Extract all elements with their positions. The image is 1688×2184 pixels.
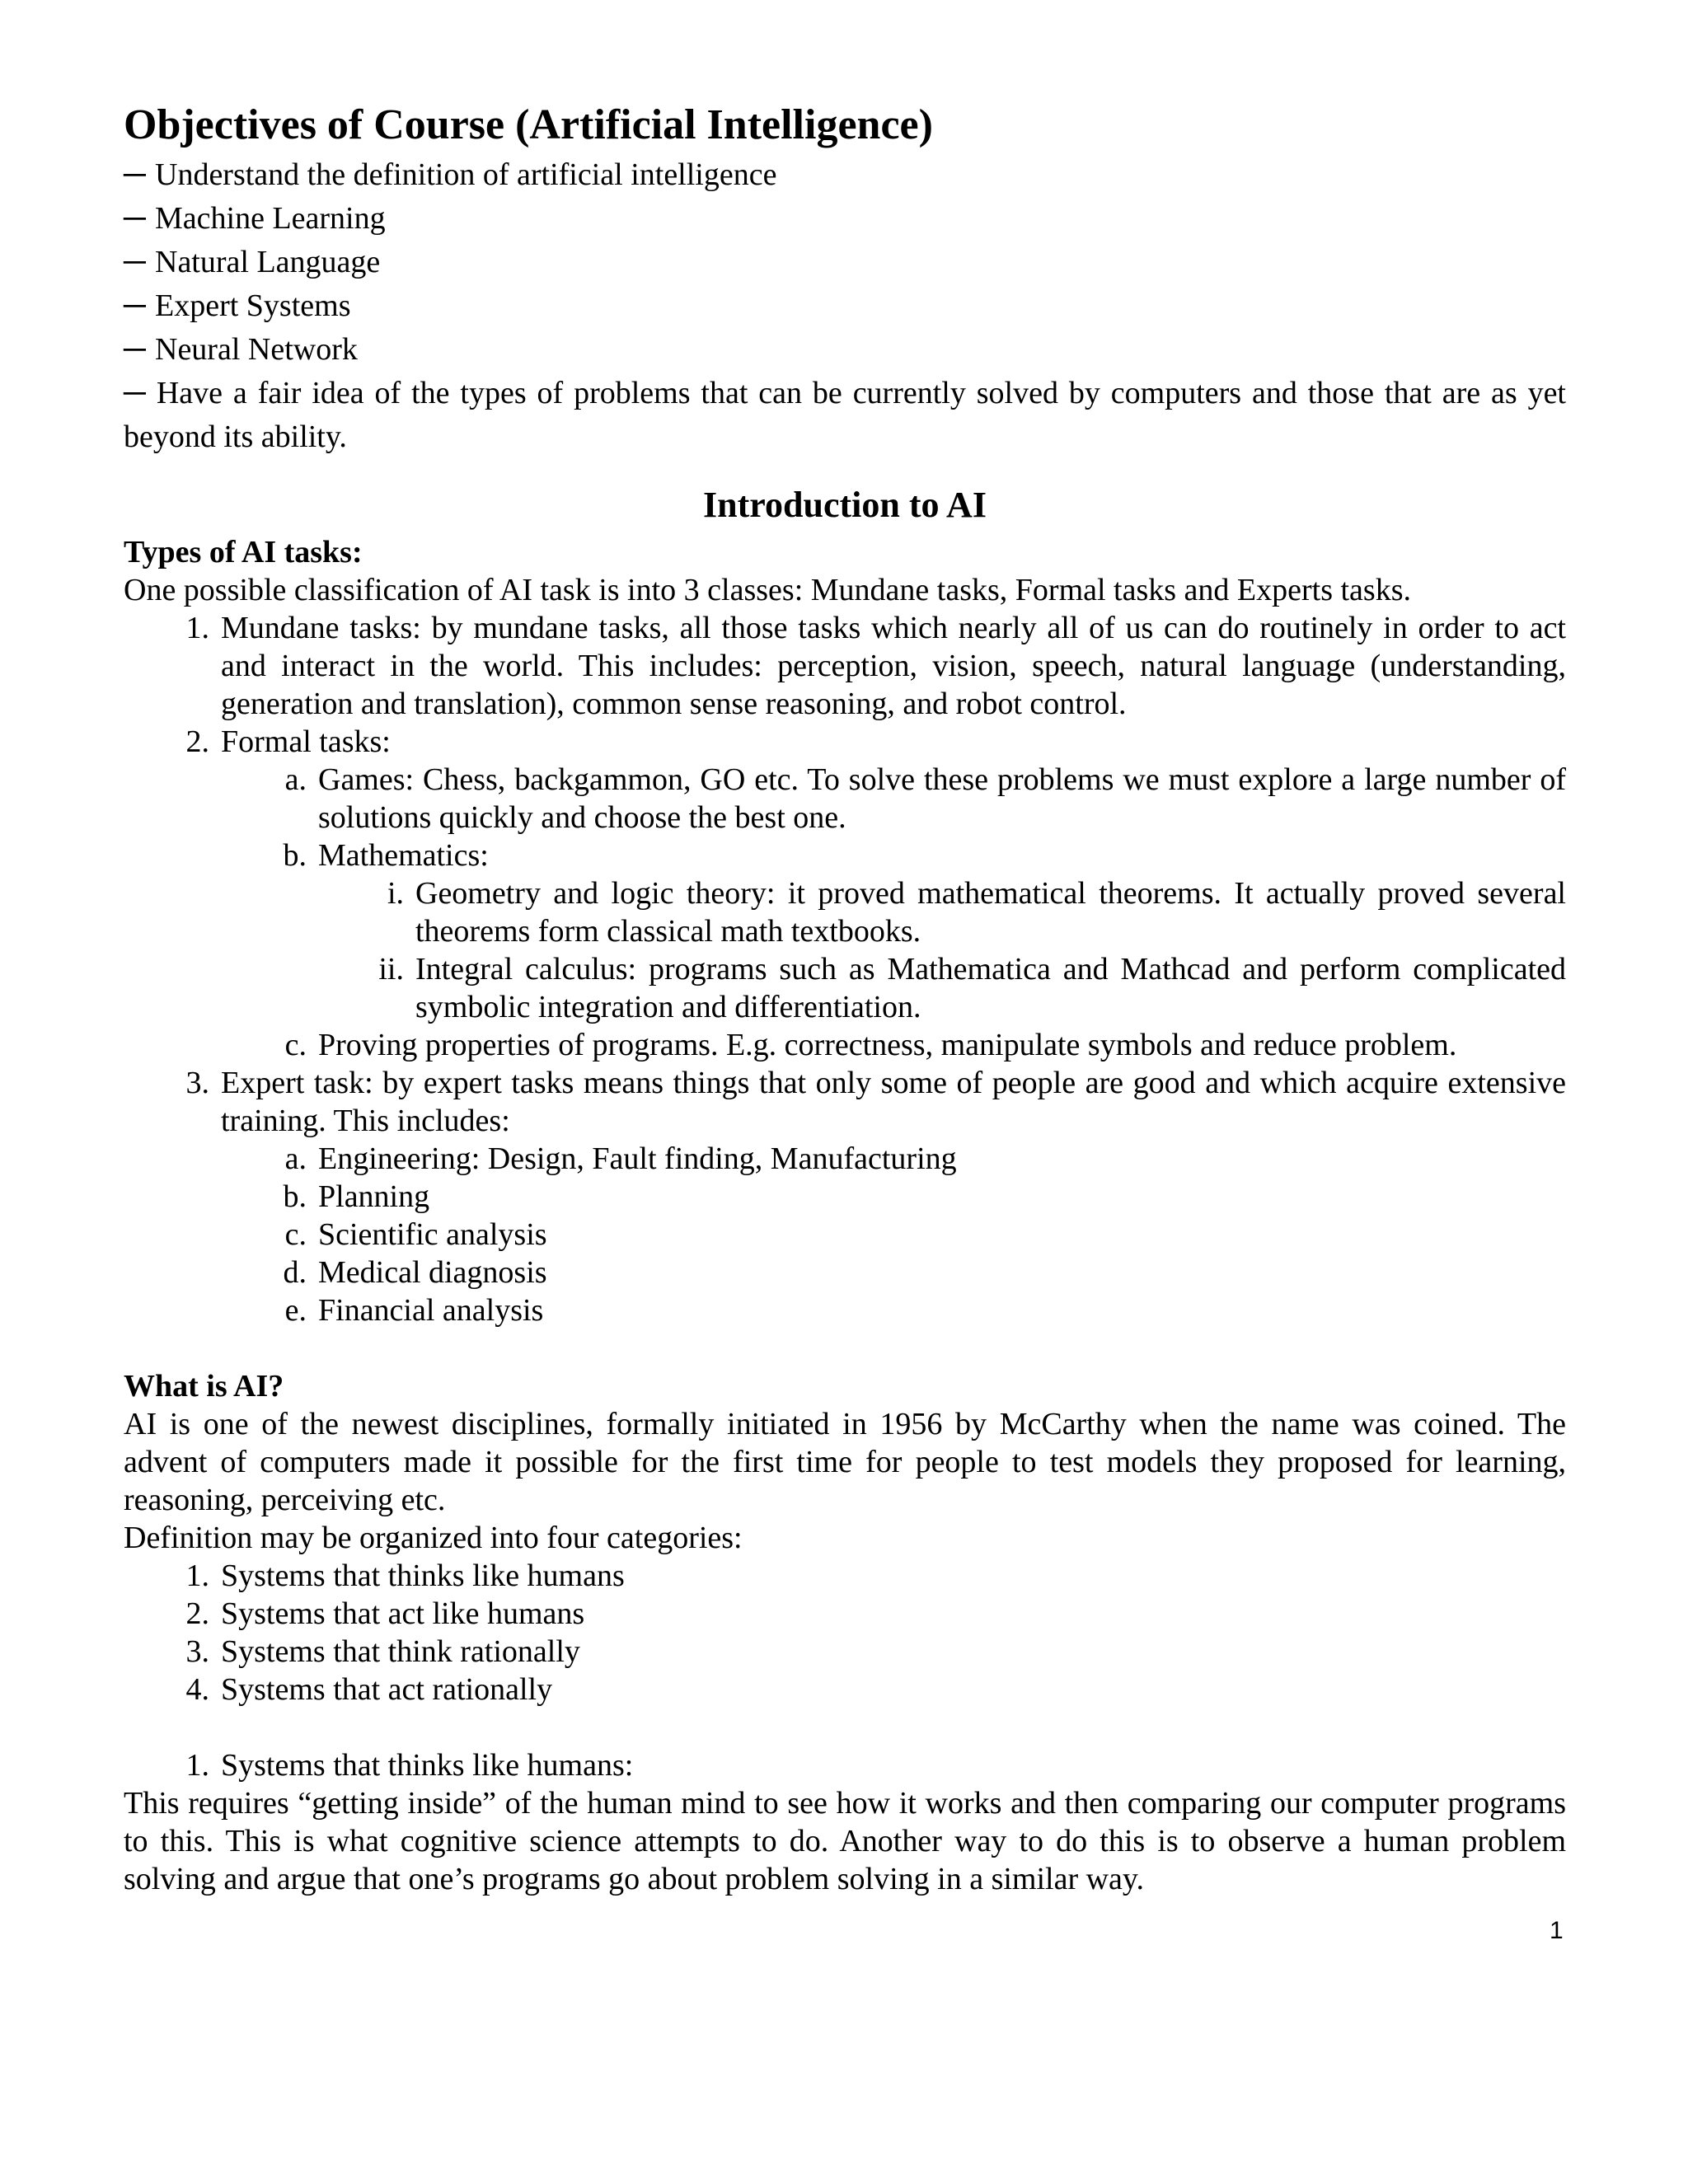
list-marker: b. [283,1179,307,1214]
list-item [124,1595,1566,1633]
types-heading: Types of AI tasks: [124,535,363,569]
document-page [124,99,1566,1898]
list-marker: a. [284,762,307,797]
list-item [221,837,1566,874]
list-item-text: Games: Chess, backgammon, GO etc. To solve these problems we must explore a large number of solutions quickly and choose the best one. [318,762,1566,835]
list-item-text: Systems that act rationally [221,1672,553,1707]
list-item-text: Systems that act like humans [221,1596,585,1631]
list-marker: a. [284,1141,307,1176]
list-marker: c. [284,1217,307,1252]
list-item [318,874,1566,950]
list-item-text: Systems that thinks like humans [221,1558,625,1593]
list-item [221,1178,1566,1216]
list-item [124,1633,1566,1671]
list-item [221,1291,1566,1329]
dash-bullet: ─ [124,332,146,367]
list-item-text: Integral calculus: programs such as Mathematica and Mathcad and perform complicated symbolic integration and differentiation. [415,952,1566,1024]
list-marker: c. [284,1028,307,1062]
list-marker: 3. [185,1066,209,1100]
list-marker: 1. [185,611,209,645]
objective-text: Have a fair idea of the types of problems that can be currently solved by computers and those that are as yet [156,376,1566,410]
objective-item [124,197,1566,241]
list-item-text: Engineering: Design, Fault finding, Manufacturing [318,1141,957,1176]
list-item-text: Proving properties of programs. E.g. correctness, manipulate symbols and reduce problem. [318,1028,1457,1062]
list-item-text: Financial analysis [318,1293,544,1328]
objectives-title: Objectives of Course (Artificial Intelligence) [124,101,933,148]
intro-title: Introduction to AI [703,485,987,525]
list-marker: i. [387,876,404,911]
list-marker: e. [284,1293,307,1328]
list-item-text: Formal tasks: [221,724,391,759]
list-item-text: Medical diagnosis [318,1255,547,1290]
list-item-text: Geometry and logic theory: it proved mathematical theorems. It actually proved several theorems form classical math textbooks. [415,876,1566,949]
objective-item [124,153,1566,197]
what-is-ai-heading: What is AI? [124,1369,284,1404]
objective-item-last [124,372,1566,415]
types-paragraph: One possible classification of AI task is into 3 classes: Mundane tasks, Formal tasks and Experts tasks. [124,573,1411,607]
dash-bullet: ─ [124,376,146,410]
list-item-text: Scientific analysis [318,1217,547,1252]
list-marker: 2. [185,724,209,759]
list-item [221,1254,1566,1291]
list-item [318,950,1566,1026]
dash-bullet: ─ [124,288,146,323]
objective-text: Expert Systems [155,288,351,323]
list-item-text: Systems that thinks like humans: [221,1748,634,1783]
objective-item [124,328,1566,372]
dash-bullet: ─ [124,157,146,192]
blank-line [124,1708,1566,1746]
thinks-like-humans-paragraph: This requires “getting inside” of the human mind to see how it works and then comparing our computer programs to this. This is what cognitive science attempts to do. Another way to do this is to observe a human problem solving and argue that one’s programs go about problem solving in a similar way. [124,1786,1566,1896]
list-marker: 1. [185,1558,209,1593]
objective-item [124,284,1566,328]
list-item [221,761,1566,837]
definition-intro: Definition may be organized into four categories: [124,1521,743,1555]
list-item [124,1557,1566,1595]
list-item [124,1746,1566,1784]
dash-bullet: ─ [124,245,146,279]
list-item-text: Expert task: by expert tasks means things that only some of people are good and which acquire extensive training. This includes: [221,1066,1566,1138]
list-item [124,1671,1566,1708]
list-item [124,609,1566,723]
list-item-text: Systems that think rationally [221,1634,580,1669]
list-item [221,1026,1566,1064]
objective-item [124,241,1566,284]
objective-text: Machine Learning [155,201,386,236]
dash-bullet: ─ [124,201,146,236]
list-marker: 4. [185,1672,209,1707]
objective-text: Natural Language [155,245,381,279]
list-marker: b. [283,838,307,873]
list-marker: 2. [185,1596,209,1631]
list-marker: 3. [185,1634,209,1669]
objective-item-last-continuation: beyond its ability. [124,419,347,454]
list-item [221,1216,1566,1254]
list-marker: 1. [185,1748,209,1783]
page-number: 1 [1550,1917,1564,1944]
list-item-text: Planning [318,1179,430,1214]
list-item [124,1064,1566,1140]
objective-text: Understand the definition of artificial intelligence [155,157,777,192]
blank-line [124,1329,1566,1367]
list-item-text: Mundane tasks: by mundane tasks, all those tasks which nearly all of us can do routinely in order to act and interact in the world. This includes: perception, vision, speech, natural language (understanding, generation and translation), common sense reasoning, and robot control. [221,611,1566,721]
list-marker: d. [283,1255,307,1290]
list-item-text: Mathematics: [318,838,489,873]
list-item [221,1140,1566,1178]
list-item [124,723,1566,761]
list-marker: ii. [378,952,404,987]
objective-text: Neural Network [155,332,358,367]
what-is-ai-paragraph: AI is one of the newest disciplines, formally initiated in 1956 by McCarthy when the name was coined. The advent of computers made it possible for the first time for people to test models they proposed for learning, reasoning, perceiving etc. [124,1407,1566,1517]
